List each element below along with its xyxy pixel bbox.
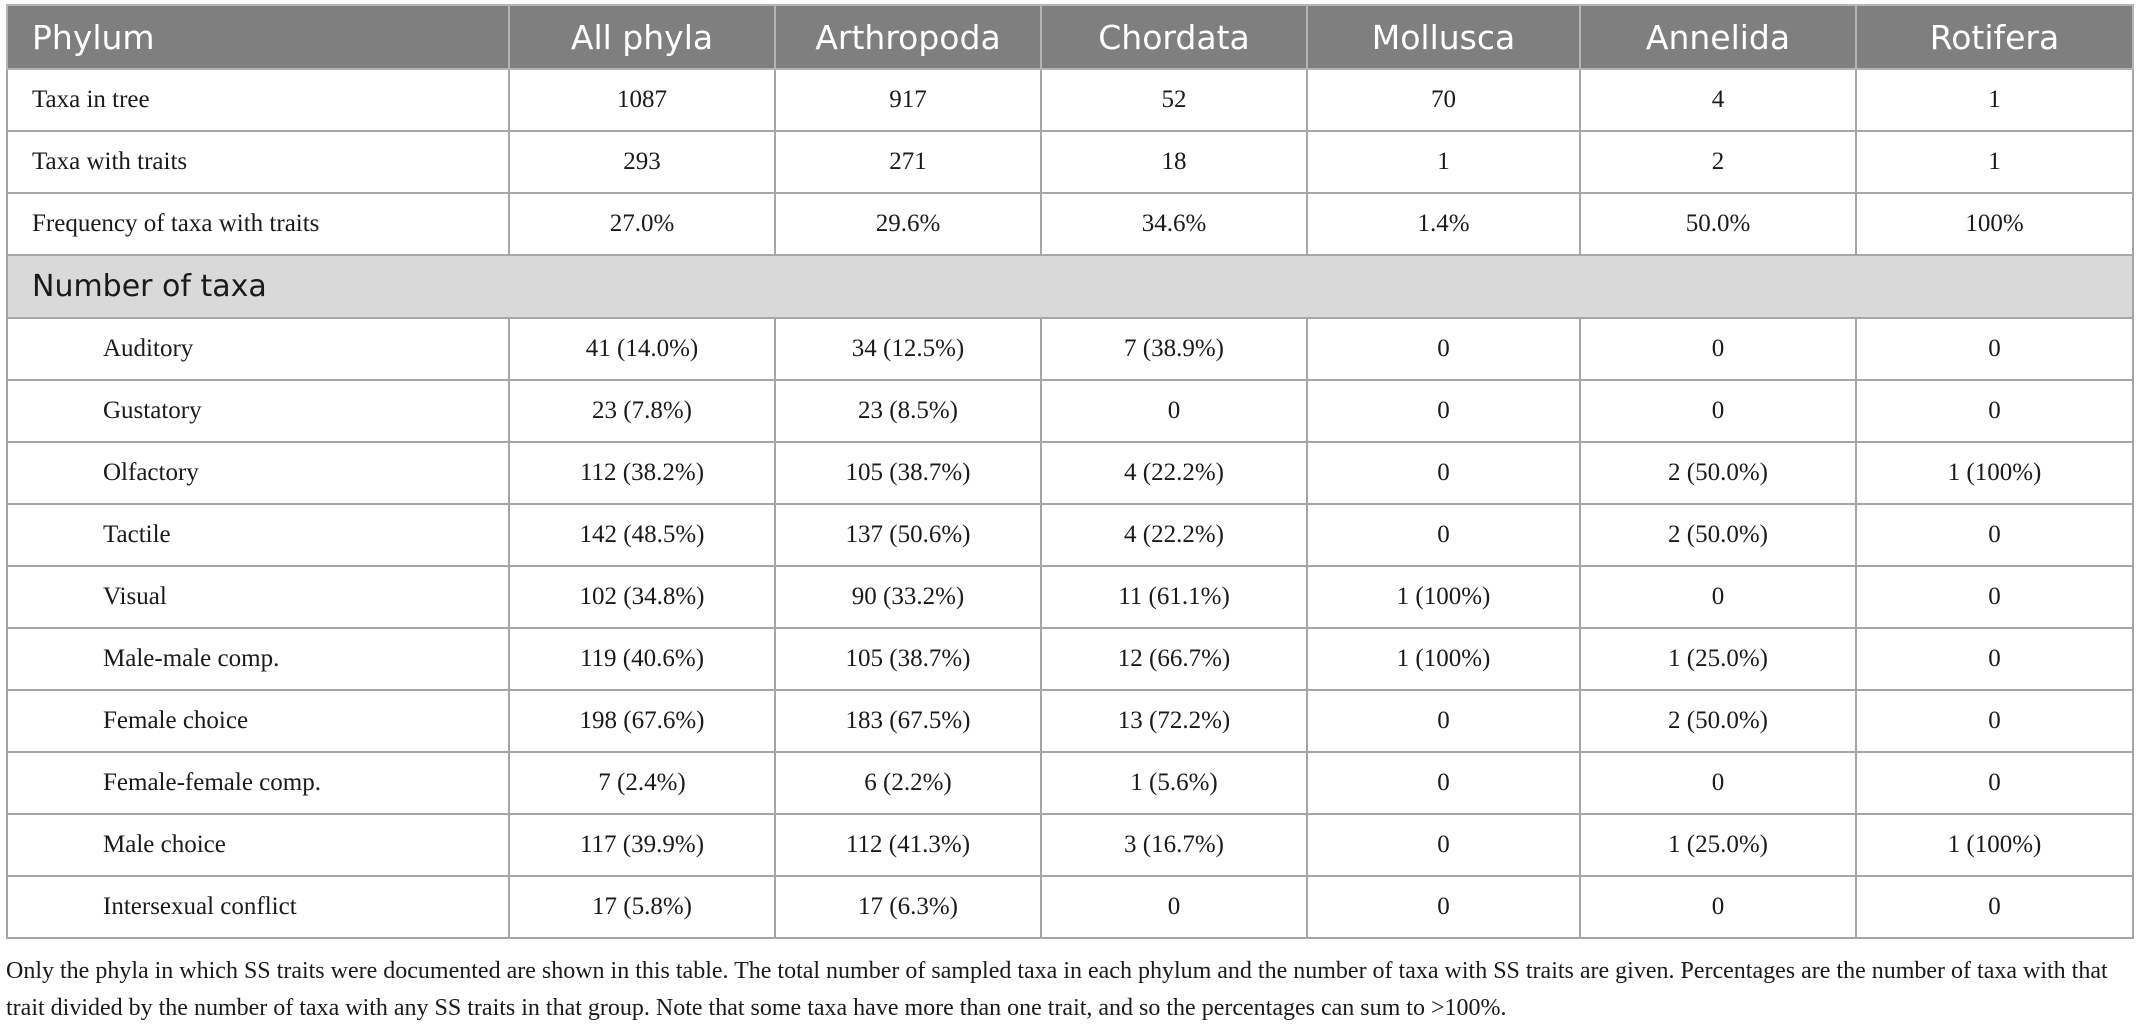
table-cell: 34.6% xyxy=(1041,193,1307,255)
row-label: Gustatory xyxy=(7,380,509,442)
table-cell: 119 (40.6%) xyxy=(509,628,775,690)
section-row xyxy=(7,255,2133,318)
table-cell: 112 (38.2%) xyxy=(509,442,775,504)
trait-row xyxy=(7,504,2133,566)
row-label: Tactile xyxy=(7,504,509,566)
table-cell: 23 (8.5%) xyxy=(775,380,1041,442)
row-label: Female-female comp. xyxy=(7,752,509,814)
table-cell: 1 (25.0%) xyxy=(1580,814,1856,876)
table-header xyxy=(7,5,2133,69)
table-cell: 1 (25.0%) xyxy=(1580,628,1856,690)
table-cell: 0 xyxy=(1580,380,1856,442)
table-cell: 2 (50.0%) xyxy=(1580,504,1856,566)
table-cell: 0 xyxy=(1580,566,1856,628)
summary-row xyxy=(7,193,2133,255)
trait-row xyxy=(7,814,2133,876)
row-label: Taxa in tree xyxy=(7,69,509,131)
table-cell: 198 (67.6%) xyxy=(509,690,775,752)
row-label: Male-male comp. xyxy=(7,628,509,690)
row-label: Frequency of taxa with traits xyxy=(7,193,509,255)
summary-row xyxy=(7,69,2133,131)
table-cell: 917 xyxy=(775,69,1041,131)
row-label: Intersexual conflict xyxy=(7,876,509,938)
table-cell: 1 (100%) xyxy=(1856,442,2133,504)
table-cell: 183 (67.5%) xyxy=(775,690,1041,752)
table-cell: 90 (33.2%) xyxy=(775,566,1041,628)
trait-row xyxy=(7,752,2133,814)
table-cell: 1 xyxy=(1856,69,2133,131)
table-cell: 1087 xyxy=(509,69,775,131)
table-cell: 1.4% xyxy=(1307,193,1580,255)
table-cell: 23 (7.8%) xyxy=(509,380,775,442)
column-header-chordata: Chordata xyxy=(1041,5,1307,69)
table-cell: 0 xyxy=(1307,380,1580,442)
table-cell: 4 (22.2%) xyxy=(1041,442,1307,504)
table-cell: 0 xyxy=(1041,876,1307,938)
table-cell: 0 xyxy=(1856,690,2133,752)
table-cell: 11 (61.1%) xyxy=(1041,566,1307,628)
table-cell: 0 xyxy=(1580,752,1856,814)
column-header-arthropoda: Arthropoda xyxy=(775,5,1041,69)
table-cell: 17 (5.8%) xyxy=(509,876,775,938)
table-cell: 4 (22.2%) xyxy=(1041,504,1307,566)
trait-row xyxy=(7,380,2133,442)
table-cell: 142 (48.5%) xyxy=(509,504,775,566)
table-cell: 34 (12.5%) xyxy=(775,318,1041,380)
table-cell: 0 xyxy=(1307,442,1580,504)
table-cell: 12 (66.7%) xyxy=(1041,628,1307,690)
table-cell: 4 xyxy=(1580,69,1856,131)
column-header-mollusca: Mollusca xyxy=(1307,5,1580,69)
row-label: Auditory xyxy=(7,318,509,380)
column-header-phylum: Phylum xyxy=(7,5,509,69)
trait-row xyxy=(7,628,2133,690)
table-footnote: Only the phyla in which SS traits were documented are shown in this table. The total number of sampled taxa in each phylum and the number of taxa with SS traits are given. Percentages are the number of taxa with that trait divided by the number of taxa with any SS traits in that group. Note that some taxa have more than one trait, and so the percentages can sum to >100%. xyxy=(6,958,2108,1021)
row-label: Male choice xyxy=(7,814,509,876)
table-cell: 50.0% xyxy=(1580,193,1856,255)
table-cell: 29.6% xyxy=(775,193,1041,255)
table-cell: 1 (100%) xyxy=(1307,628,1580,690)
table-cell: 3 (16.7%) xyxy=(1041,814,1307,876)
table-cell: 1 (5.6%) xyxy=(1041,752,1307,814)
column-header-all-phyla: All phyla xyxy=(509,5,775,69)
table-cell: 0 xyxy=(1307,752,1580,814)
header-row xyxy=(7,5,2133,69)
table-cell: 0 xyxy=(1307,318,1580,380)
table-cell: 0 xyxy=(1856,380,2133,442)
table-cell: 117 (39.9%) xyxy=(509,814,775,876)
trait-row xyxy=(7,690,2133,752)
table-cell: 0 xyxy=(1580,876,1856,938)
table-cell: 0 xyxy=(1856,504,2133,566)
table-cell: 2 (50.0%) xyxy=(1580,690,1856,752)
table-cell: 2 xyxy=(1580,131,1856,193)
table-cell: 0 xyxy=(1856,318,2133,380)
table-cell: 0 xyxy=(1307,876,1580,938)
table-cell: 112 (41.3%) xyxy=(775,814,1041,876)
trait-row xyxy=(7,876,2133,938)
trait-row xyxy=(7,566,2133,628)
trait-row xyxy=(7,442,2133,504)
table-cell: 102 (34.8%) xyxy=(509,566,775,628)
row-label: Olfactory xyxy=(7,442,509,504)
table-cell: 271 xyxy=(775,131,1041,193)
table-cell: 0 xyxy=(1580,318,1856,380)
table-cell: 1 (100%) xyxy=(1307,566,1580,628)
table-cell: 0 xyxy=(1307,504,1580,566)
table-cell: 41 (14.0%) xyxy=(509,318,775,380)
summary-row xyxy=(7,131,2133,193)
table-cell: 0 xyxy=(1307,814,1580,876)
table-cell: 105 (38.7%) xyxy=(775,628,1041,690)
table-cell: 1 xyxy=(1307,131,1580,193)
table-cell: 0 xyxy=(1856,628,2133,690)
table-cell: 293 xyxy=(509,131,775,193)
table-cell: 105 (38.7%) xyxy=(775,442,1041,504)
table-cell: 137 (50.6%) xyxy=(775,504,1041,566)
table-cell: 1 (100%) xyxy=(1856,814,2133,876)
table-cell: 18 xyxy=(1041,131,1307,193)
row-label: Taxa with traits xyxy=(7,131,509,193)
table-cell: 2 (50.0%) xyxy=(1580,442,1856,504)
table-cell: 1 xyxy=(1856,131,2133,193)
column-header-annelida: Annelida xyxy=(1580,5,1856,69)
table-cell: 0 xyxy=(1856,876,2133,938)
table-cell: 0 xyxy=(1856,566,2133,628)
row-label: Female choice xyxy=(7,690,509,752)
phylum-traits-table xyxy=(6,4,2134,939)
table-cell: 0 xyxy=(1307,690,1580,752)
table-cell: 6 (2.2%) xyxy=(775,752,1041,814)
table-cell: 100% xyxy=(1856,193,2133,255)
trait-row xyxy=(7,318,2133,380)
table-cell: 70 xyxy=(1307,69,1580,131)
section-heading: Number of taxa xyxy=(7,255,2133,318)
row-label: Visual xyxy=(7,566,509,628)
table-cell: 13 (72.2%) xyxy=(1041,690,1307,752)
table-body xyxy=(7,69,2133,938)
table-cell: 27.0% xyxy=(509,193,775,255)
column-header-rotifera: Rotifera xyxy=(1856,5,2133,69)
table-cell: 17 (6.3%) xyxy=(775,876,1041,938)
data-table-container xyxy=(6,4,2132,939)
table-cell: 0 xyxy=(1856,752,2133,814)
table-cell: 7 (2.4%) xyxy=(509,752,775,814)
table-cell: 7 (38.9%) xyxy=(1041,318,1307,380)
table-cell: 0 xyxy=(1041,380,1307,442)
table-cell: 52 xyxy=(1041,69,1307,131)
